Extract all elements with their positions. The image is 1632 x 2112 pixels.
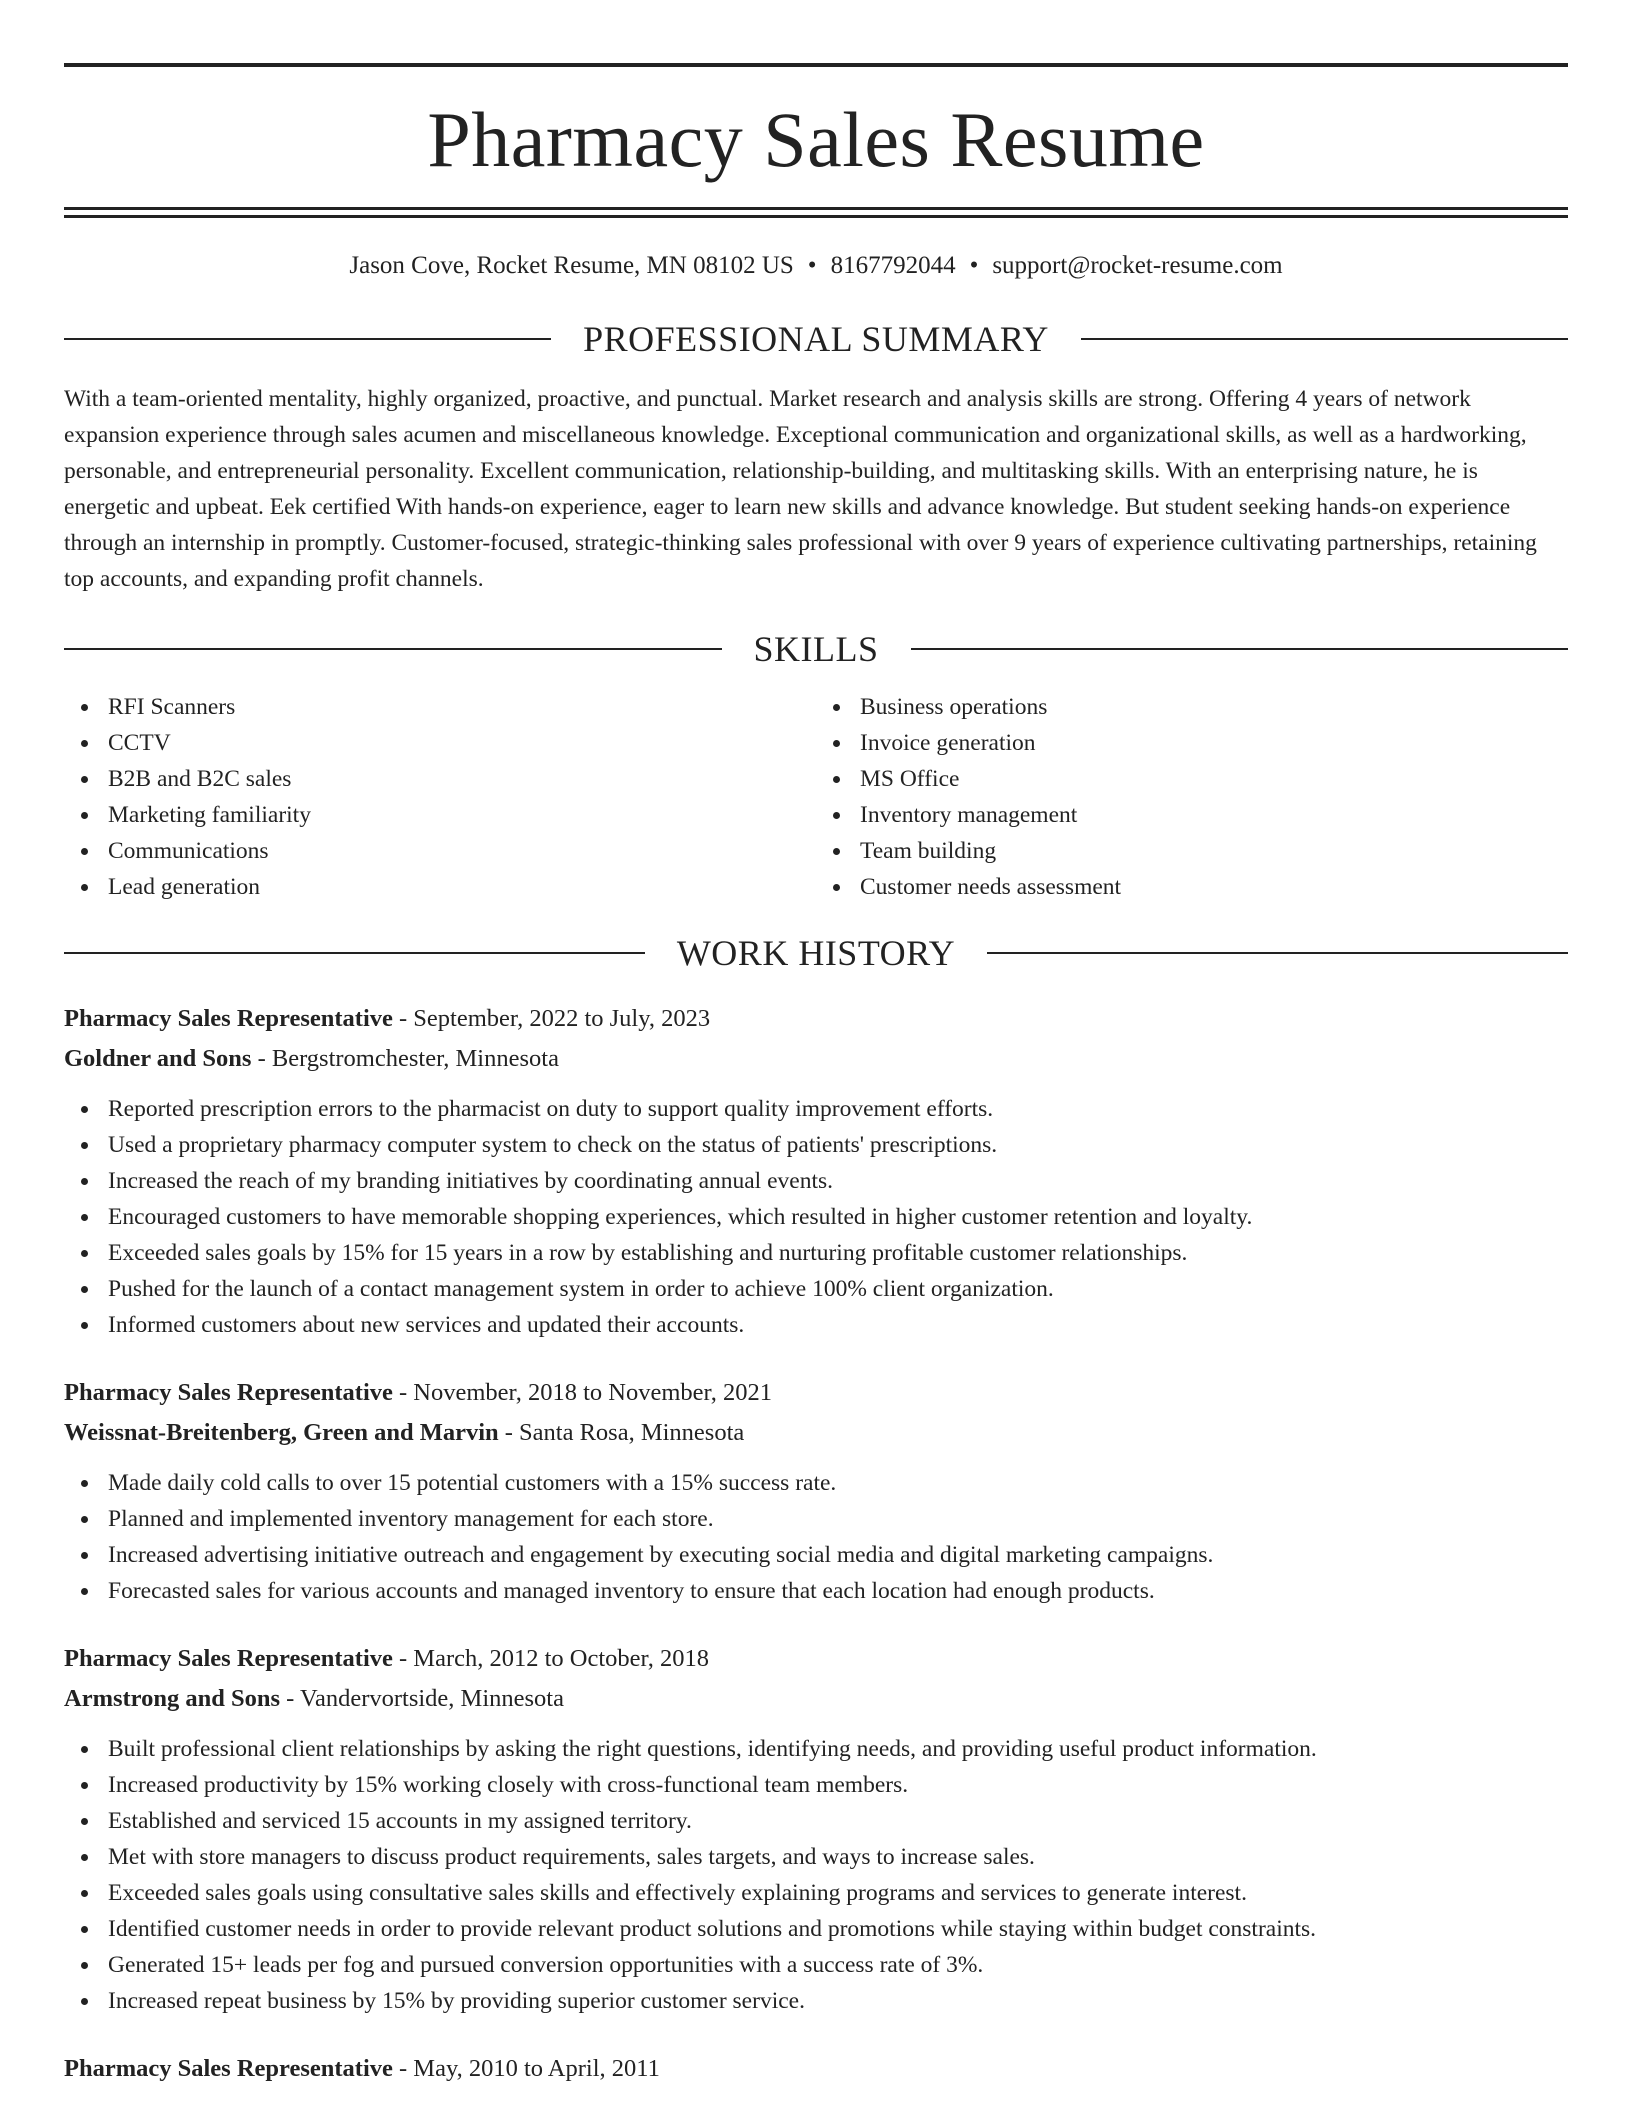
job-bullet: Reported prescription errors to the pharmacist on duty to support quality improvement efforts. [108,1091,1568,1127]
skill-item: RFI Scanners [108,689,816,725]
skill-item: B2B and B2C sales [108,761,816,797]
skill-item: Customer needs assessment [860,869,1568,905]
skill-item: Inventory management [860,797,1568,833]
work-history-section-heading [64,933,1568,973]
skill-item: Lead generation [108,869,816,905]
job-company: Weissnat-Breitenberg, Green and Marvin [64,1419,499,1446]
job-bullet: Pushed for the launch of a contact management system in order to achieve 100% client organization. [108,1271,1568,1307]
title-double-rule [64,207,1568,218]
heading-rule-right [911,648,1569,650]
job-bullet: Identified customer needs in order to provide relevant product solutions and promotions while staying within budget constraints. [108,1911,1568,1947]
job-bullet: Generated 15+ leads per fog and pursued conversion opportunities with a success rate of 3%. [108,1947,1568,1983]
job-bullet: Encouraged customers to have memorable shopping experiences, which resulted in higher customer retention and loyalty. [108,1199,1568,1235]
skill-item: Invoice generation [860,725,1568,761]
job-title-line [64,1373,1568,1413]
job-bullet: Increased the reach of my branding initiatives by coordinating annual events. [108,1163,1568,1199]
job-company-line [64,1039,1568,1079]
job-bullet: Made daily cold calls to over 15 potential customers with a 15% success rate. [108,1465,1568,1501]
job-bullet: Met with store managers to discuss product requirements, sales targets, and ways to increase sales. [108,1839,1568,1875]
work-history-list [64,999,1568,2089]
resume-title: Pharmacy Sales Resume [427,96,1205,183]
job-entry [64,1639,1568,2019]
resume-content [64,0,1568,2089]
skills-section-heading [64,629,1568,669]
job-title: Pharmacy Sales Representative [64,1379,393,1406]
summary-section-heading [64,319,1568,359]
skills-heading-label: SKILLS [753,629,879,669]
job-dates: - September, 2022 to July, 2023 [399,1005,711,1032]
skills-list-left [64,689,816,905]
heading-rule-right [1081,338,1568,340]
job-company: Goldner and Sons [64,1045,252,1072]
job-bullets [64,1731,1568,2019]
job-bullets [64,1465,1568,1609]
job-bullet: Planned and implemented inventory management for each store. [108,1501,1568,1537]
job-title: Pharmacy Sales Representative [64,1005,393,1032]
job-title: Pharmacy Sales Representative [64,1645,393,1672]
job-entry [64,999,1568,1343]
job-bullet: Established and serviced 15 accounts in my assigned territory. [108,1803,1568,1839]
skill-item: Team building [860,833,1568,869]
work-history-heading-label: WORK HISTORY [676,933,956,973]
skills-columns [64,689,1568,905]
job-location: - Santa Rosa, Minnesota [504,1419,745,1446]
job-dates: - March, 2012 to October, 2018 [399,1645,709,1672]
job-title-line [64,2049,1568,2089]
job-bullet: Forecasted sales for various accounts and managed inventory to ensure that each location had enough products. [108,1573,1568,1609]
job-company: Armstrong and Sons [64,1685,281,1712]
skill-item: Marketing familiarity [108,797,816,833]
contact-separator: • [969,252,979,279]
contact-line [64,251,1568,281]
heading-rule-left [64,952,645,954]
summary-heading-label: PROFESSIONAL SUMMARY [583,319,1049,359]
skill-item: CCTV [108,725,816,761]
heading-rule-right [987,952,1568,954]
job-bullets [64,1091,1568,1343]
job-company-line [64,1413,1568,1453]
skills-list-right [816,689,1568,905]
heading-rule-left [64,338,551,340]
job-title-line [64,999,1568,1039]
contact-phone: 8167792044 [830,252,956,279]
professional-summary-text: With a team-oriented mentality, highly organized, proactive, and punctual. Market research and analysis skills are strong. Offering 4 years of network expansion experience through sales acumen and miscellaneous knowledge. Exceptional communication and organizational skills, as well as a hardworking, personable, and entrepreneurial personality. Excellent communication, relationship-building, and multitasking skills. With an enterprising nature, he is energetic and upbeat. Eek certified With hands-on experience, eager to learn new skills and advance knowledge. But student seeking hands-on experience through an internship in promptly. Customer-focused, strategic-thinking sales professional with over 9 years of experience cultivating partnerships, retaining top accounts, and expanding profit channels. [64,386,1537,592]
job-location: - Vandervortside, Minnesota [286,1685,564,1712]
skill-item: Communications [108,833,816,869]
job-title-line [64,1639,1568,1679]
job-company-line [64,1679,1568,1719]
top-rule [64,63,1568,67]
job-bullet: Exceeded sales goals using consultative sales skills and effectively explaining programs and services to generate interest. [108,1875,1568,1911]
job-bullet: Built professional client relationships by asking the right questions, identifying needs, and providing useful product information. [108,1731,1568,1767]
skill-item: Business operations [860,689,1568,725]
contact-email: support@rocket-resume.com [992,252,1283,279]
job-dates: - November, 2018 to November, 2021 [399,1379,772,1406]
job-dates: - May, 2010 to April, 2011 [399,2055,660,2082]
job-bullet: Informed customers about new services and updated their accounts. [108,1307,1568,1343]
job-bullet: Exceeded sales goals by 15% for 15 years in a row by establishing and nurturing profitable customer relationships. [108,1235,1568,1271]
job-entry [64,2049,1568,2089]
job-bullet: Increased productivity by 15% working closely with cross-functional team members. [108,1767,1568,1803]
job-entry [64,1373,1568,1609]
job-bullet: Used a proprietary pharmacy computer system to check on the status of patients' prescriptions. [108,1127,1568,1163]
job-bullet: Increased advertising initiative outreach and engagement by executing social media and digital marketing campaigns. [108,1537,1568,1573]
skill-item: MS Office [860,761,1568,797]
contact-address: Jason Cove, Rocket Resume, MN 08102 US [349,252,794,279]
heading-rule-left [64,648,722,650]
job-bullet: Increased repeat business by 15% by providing superior customer service. [108,1983,1568,2019]
contact-separator: • [807,252,817,279]
job-location: - Bergstromchester, Minnesota [257,1045,559,1072]
job-title: Pharmacy Sales Representative [64,2055,393,2082]
